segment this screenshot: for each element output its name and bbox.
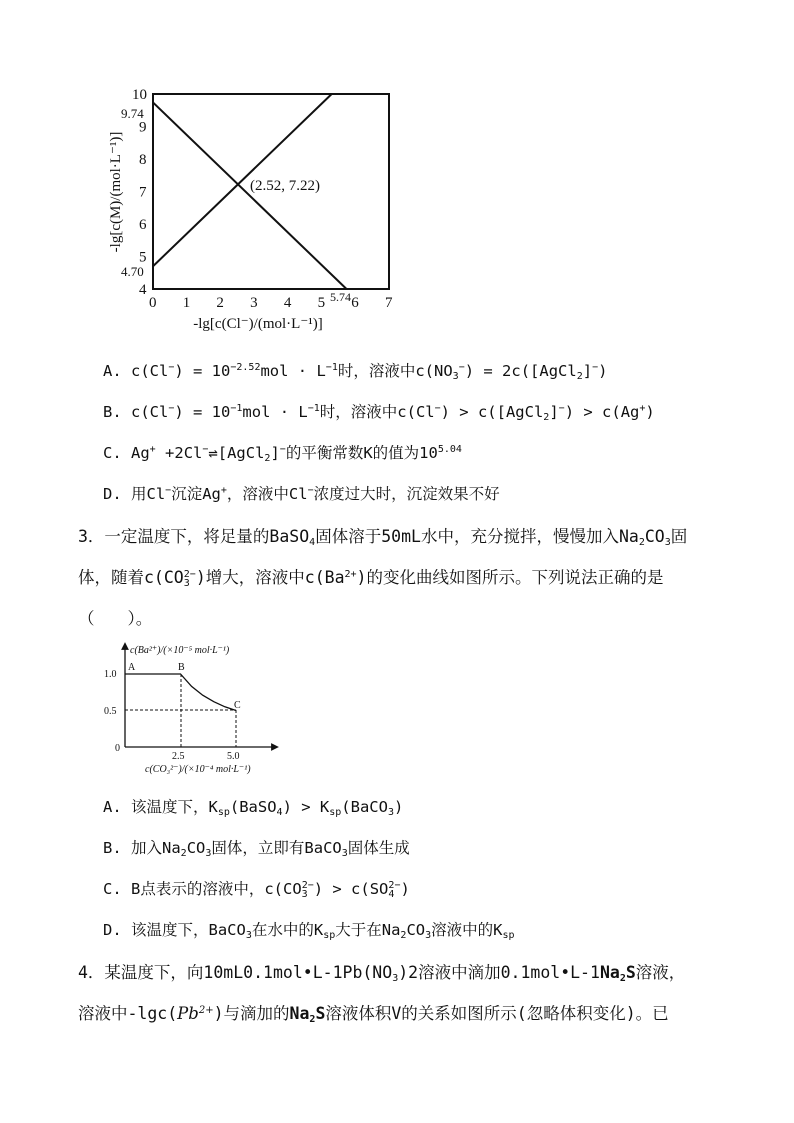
q3-stem-line-1: 3．一定温度下，将足量的BaSO$_4$固体溶于50mL水中，充分搅拌，慢慢加入$Na_2CO_3$固 — [78, 527, 688, 548]
figure-1-x-tick-4: 4 — [283, 295, 292, 311]
intersection-label: (2.52, 7.22) — [250, 178, 320, 194]
point-b-label: B — [178, 662, 185, 673]
q3-option-a: A. 该温度下，$K_{sp}(BaSO_4)$ > $K_{sp}(BaCO_3)$ — [103, 798, 404, 818]
q3-option-b: B. 加入$Na_2CO_3$固体，立即有BaCO$_3$固体生成 — [103, 839, 410, 859]
q4-stem-line-2: 溶液中$-\lg c(Pb^{2+})$与滴加的$Na_2S$溶液体积V的关系如图所示(忽略体积变化)。已 — [78, 1004, 669, 1025]
q2-option-c: C. Ag+ +2Cl−⇌[AgCl$_2$]−的平衡常数K的值为$10^{5.04}$ — [103, 444, 462, 464]
figure-2-chart — [0, 640, 794, 780]
q2-option-a: A. $c(Cl^-) = 10^{-2.52}mol \cdot L^{-1}$时，溶液中$c(NO_3^-)$ = 2c([AgCl$_2$]−) — [103, 362, 608, 382]
figure-1-x-tick-6: 6 — [351, 295, 359, 311]
figure-1-y-tick-9: 9 — [139, 119, 147, 136]
y-tick-1-0: 1.0 — [104, 669, 117, 680]
y-tick-0: 0 — [115, 743, 120, 754]
figure-1-chart — [0, 0, 794, 340]
figure-1-y-tick-10: 10 — [132, 87, 147, 103]
q3-option-c: C. B点表示的溶液中，$c(CO_3^{2-}) > c(SO_4^{2-})$ — [103, 880, 410, 900]
figure-1-y-tick-7: 7 — [139, 184, 147, 201]
point-a-label: A — [128, 662, 136, 673]
y-tick-0-5: 0.5 — [104, 706, 117, 717]
figure-1-y-tick-6: 6 — [139, 217, 147, 233]
figure-1-x-tick-3: 3 — [250, 295, 258, 311]
q3-answer-blank: （ ）。 — [78, 609, 153, 628]
x-tick-2-5: 2.5 — [172, 751, 185, 762]
figure-1-x-tick-1: 1 — [182, 295, 191, 311]
figure-1-x-tick-5: 5 — [317, 295, 326, 311]
figure-2-y-axis-label: c(Ba²⁺)/(×10⁻⁵ mol·L⁻¹) — [130, 645, 230, 656]
figure-1-y-tick-4: 4 — [139, 282, 147, 298]
label-5-74: 5.74 — [330, 290, 351, 304]
figure-1-x-tick-7: 7 — [385, 295, 393, 311]
q2-option-d: D. 用Cl−沉淀Ag+，溶液中Cl−浓度过大时，沉淀效果不好 — [103, 485, 500, 503]
q3-stem-line-2: 体，随着$c(CO_3^{2-})$增大，溶液中$c(Ba^{2+})$的变化曲线如图所示。下列说法正确的是 — [78, 568, 664, 589]
q4-stem-line-1: 4．某温度下，向$10mL0.1mol•L-1Pb(NO_3)2$溶液中滴加$0.1mol•L-1Na_2S$溶液， — [78, 963, 686, 984]
label-9-74: 9.74 — [121, 106, 144, 121]
figure-1-line-descending — [153, 102, 347, 289]
figure-2-x-axis-label: c(CO₃²⁻)/(×10⁻⁴ mol·L⁻¹) — [145, 764, 251, 775]
figure-1-y-tick-8: 8 — [139, 152, 147, 168]
figure-1-x-axis-label: -lg[c(Cl⁻)/(mol·L⁻¹)] — [193, 316, 323, 332]
figure-1-y-tick-5: 5 — [139, 249, 147, 266]
q2-option-b: B. $c(Cl^-) = 10^{-1}mol \cdot L^{-1}$时，溶液中c(Cl−) > c([AgCl$_2$]−) > c(Ag+) — [103, 403, 655, 423]
point-c-label: C — [234, 700, 241, 711]
figure-1-x-tick-0: 0 — [149, 295, 157, 311]
q3-option-d: D. 该温度下，BaCO$_3$在水中的$K_{sp}$大于在$Na_2CO_3$溶液中的$K_{sp}$ — [103, 921, 515, 941]
figure-1-x-tick-2: 2 — [216, 295, 224, 311]
figure-1-y-axis-label: -lg[c(M)/(mol·L⁻¹)] — [108, 131, 124, 253]
label-4-70: 4.70 — [121, 264, 144, 279]
x-tick-5-0: 5.0 — [227, 751, 240, 762]
